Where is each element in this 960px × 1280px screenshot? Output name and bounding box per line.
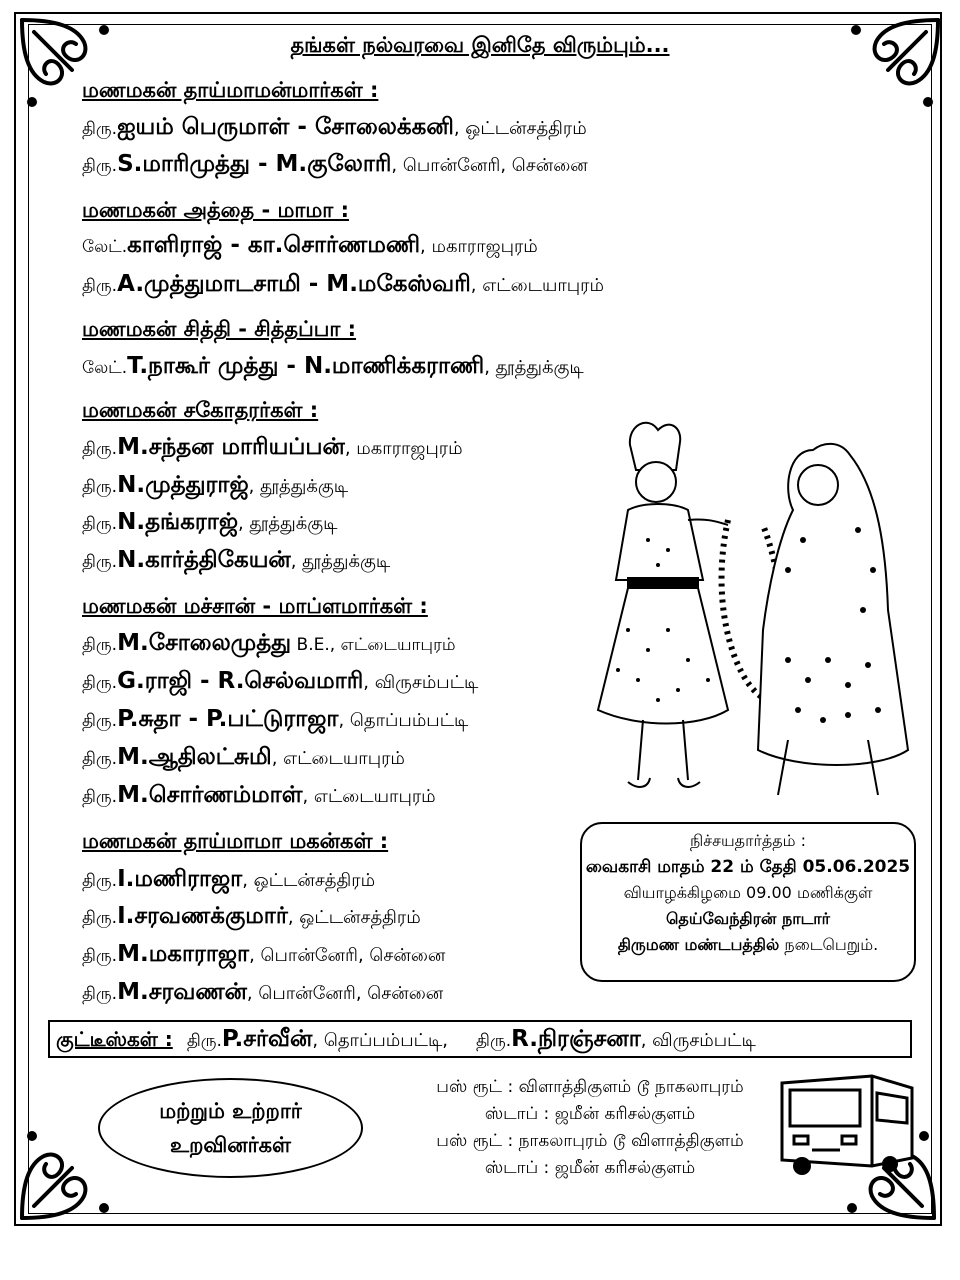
welcome-line: தங்கள் நல்வரவை இனிதே விரும்பும்... [290, 33, 670, 57]
oval-line-2: உறவினர்கள் [170, 1133, 291, 1157]
list-item: திரு.A.முத்துமாடசாமி - M.மகேஸ்வரி, எட்டையாபுரம் [82, 271, 604, 297]
kid-2-name: R.நிரஞ்சனா [511, 1026, 641, 1052]
kid-2-place: , விருசம்பட்டி [640, 1030, 756, 1051]
list-item: திரு.M.சொர்ணம்மாள், எட்டையாபுரம் [82, 782, 436, 808]
event-venue-name: தெய்வேந்திரன் நாடார் [665, 909, 831, 928]
list-item: திரு.I.சரவணக்குமார், ஒட்டன்சத்திரம் [82, 903, 421, 929]
event-venue-suffix: நடைபெறும். [779, 935, 879, 954]
bus-icon [772, 1068, 922, 1178]
section-heading-cousins: மணமகன் தாய்மாமா மகன்கள் : [82, 829, 389, 853]
list-item: லேட்.T.நாகூர் முத்து - N.மாணிக்கராணி, தூத்துக்குடி [82, 353, 584, 379]
event-time: வியாழக்கிழமை 09.00 மணிக்குள் [623, 883, 873, 902]
list-item: திரு.M.ஆதிலட்சுமி, எட்டையாபுரம் [82, 744, 405, 770]
list-item: திரு.N.தங்கராஜ், தூத்துக்குடி [82, 509, 338, 535]
kids-label: குட்டீஸ்கள் : [56, 1027, 173, 1051]
list-item: திரு.S.மாரிமுத்து - M.குலோரி, பொன்னேரி, சென்னை [82, 151, 588, 177]
section-heading-maternal-uncles: மணமகன் தாய்மாமன்மார்கள் : [82, 78, 379, 102]
bride-groom-illustration [588, 410, 918, 810]
list-item: திரு.M.மகாராஜா, பொன்னேரி, சென்னை [82, 941, 446, 967]
list-item: திரு.M.சோலைமுத்து B.E., எட்டையாபுரம் [82, 630, 456, 656]
bus-stop-2: ஸ்டாப் : ஜமீன் கரிசல்குளம் [484, 1158, 696, 1178]
list-item: லேட்.காளிராஜ் - கா.சொர்ணமணி, மகாராஜபுரம் [82, 232, 538, 258]
section-heading-chithi-chithappa: மணமகன் சித்தி - சித்தப்பா : [82, 317, 357, 341]
bus-stop-1: ஸ்டாப் : ஜமீன் கரிசல்குளம் [484, 1104, 696, 1124]
list-item: திரு.P.சுதா - P.பட்டுராஜா, தொப்பம்பட்டி [82, 706, 469, 732]
section-heading-brothers-in-law: மணமகன் மச்சான் - மாப்ளமார்கள் : [82, 594, 428, 618]
kid-1-name: P.சர்வீன் [221, 1026, 313, 1052]
list-item: திரு.N.கார்த்திகேயன், தூத்துக்குடி [82, 547, 391, 573]
event-venue-hall: திருமண மண்டபத்தில் [617, 935, 780, 954]
corner-ornament-top-right [836, 12, 946, 122]
oval-line-1: மற்றும் உற்றார் [159, 1099, 302, 1123]
event-title: நிச்சயதார்த்தம் : [689, 831, 807, 850]
list-item: திரு.M.சரவணன், பொன்னேரி, சென்னை [82, 979, 444, 1005]
event-date: வைகாசி மாதம் 22 ம் தேதி 05.06.2025 [585, 857, 911, 877]
bus-route-2: பஸ் ரூட் : நாகலாபுரம் டூ விளாத்திகுளம் [436, 1131, 744, 1151]
list-item: திரு.G.ராஜி - R.செல்வமாரி, விருசம்பட்டி [82, 668, 479, 694]
engagement-details-box [580, 822, 916, 982]
list-item: திரு.I.மணிராஜா, ஒட்டன்சத்திரம் [82, 866, 376, 892]
kid-2-prefix: திரு. [476, 1031, 512, 1051]
kid-1-place: , தொப்பம்பட்டி, [312, 1030, 448, 1051]
section-heading-brothers: மணமகன் சகோதரர்கள் : [82, 398, 319, 422]
kid-1-prefix: திரு. [186, 1031, 222, 1051]
bus-route-info [390, 1074, 790, 1182]
bus-route-1: பஸ் ரூட் : விளாத்திகுளம் டூ நாகலாபுரம் [436, 1077, 744, 1097]
list-item: திரு.M.சந்தன மாரியப்பன், மகாராஜபுரம் [82, 434, 463, 460]
relatives-oval [98, 1078, 363, 1178]
corner-ornament-top-left [14, 12, 124, 122]
list-item: திரு.ஐயம் பெருமாள் - சோலைக்கனி, ஒட்டன்சத்திரம் [82, 114, 587, 140]
kids-bar [48, 1020, 912, 1058]
list-item: திரு.N.முத்துராஜ், தூத்துக்குடி [82, 472, 349, 498]
section-heading-aunt-uncle: மணமகன் அத்தை - மாமா : [82, 198, 349, 222]
